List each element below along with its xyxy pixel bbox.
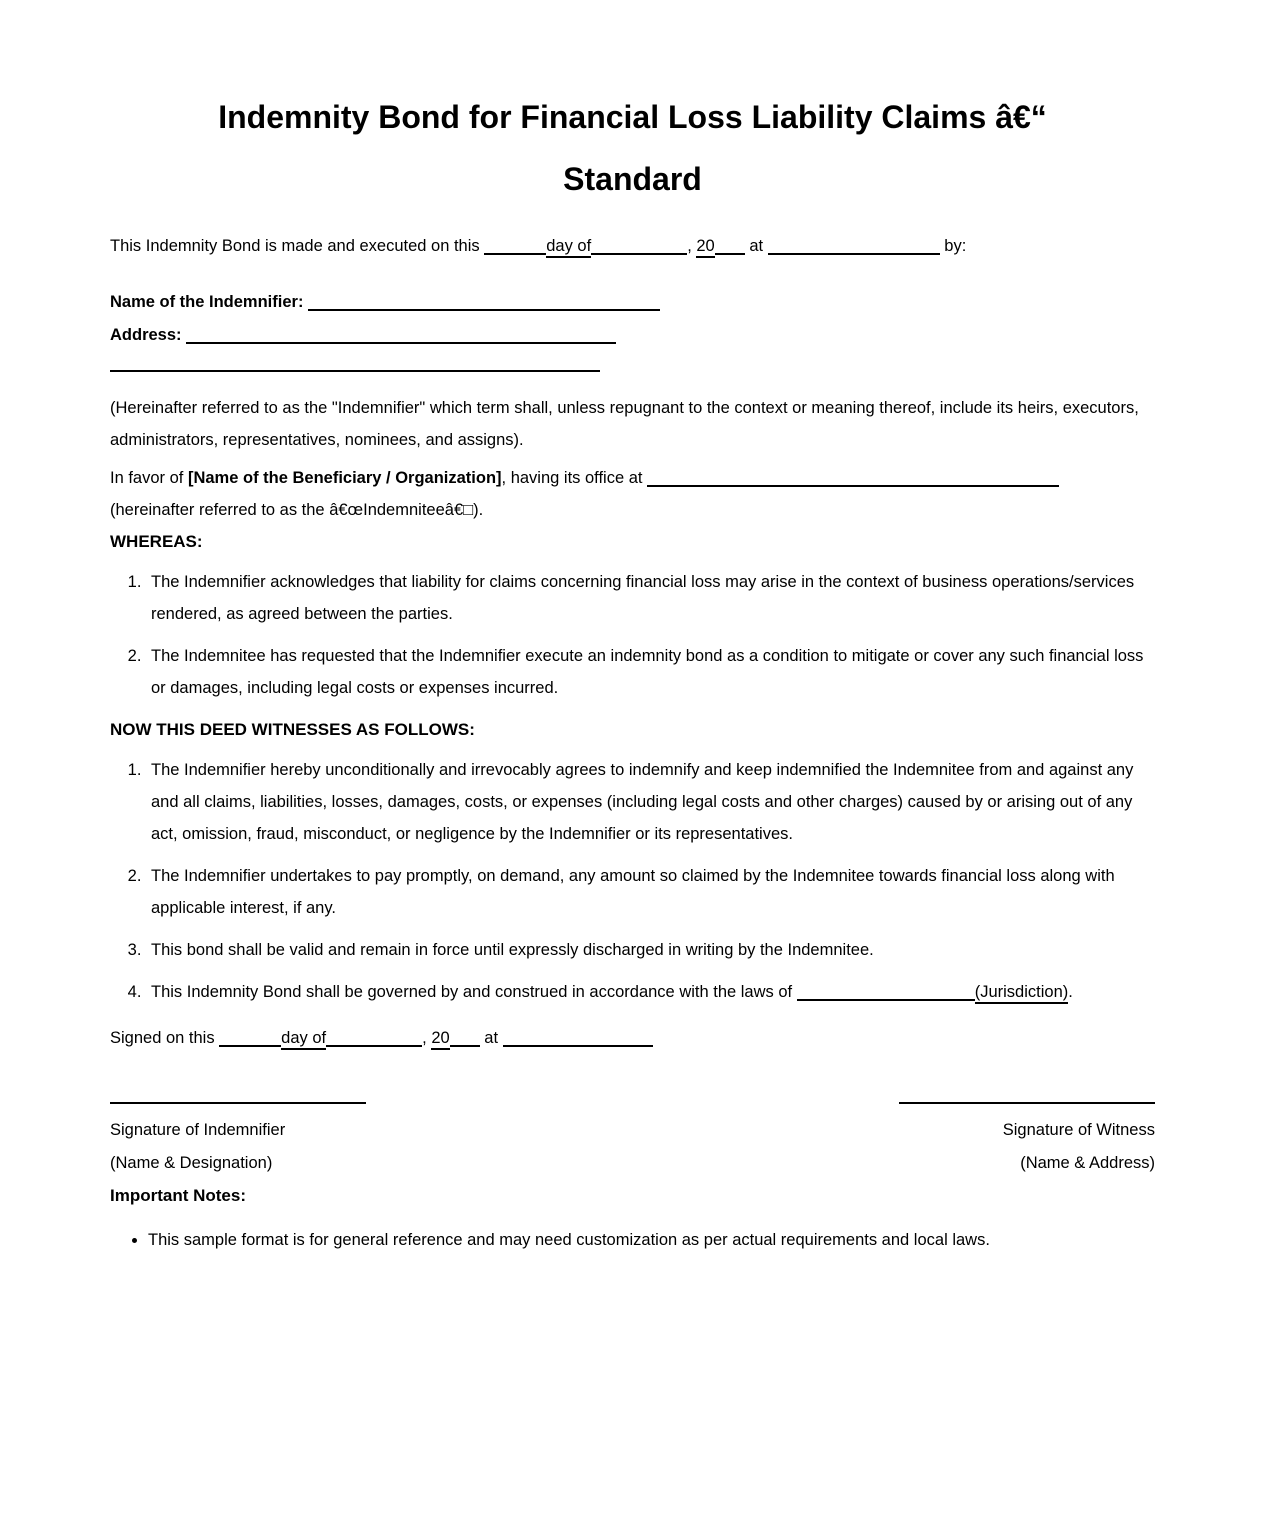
witness-signature-subtitle: (Name & Address) <box>1020 1154 1155 1172</box>
whereas-list <box>110 566 1155 704</box>
indemnifier-signature-column <box>110 1102 410 1180</box>
jurisdiction-label: (Jurisdiction) <box>975 983 1069 1004</box>
whereas-item-1: 1. The Indemnifier acknowledges that liability for claims concerning financial loss may arise in the context of business operations/services rendered, as agreed between the parties. <box>146 566 1155 630</box>
indemnifier-signature-title: Signature of Indemnifier <box>110 1121 286 1139</box>
deed-heading: NOW THIS DEED WITNESSES AS FOLLOWS: <box>110 720 475 739</box>
blank-execution-place <box>768 236 940 255</box>
intro-paragraph <box>110 230 1155 262</box>
hereinafter-clause: (Hereinafter referred to as the "Indemnifier" which term shall, unless repugnant to the context or meaning thereof, include its heirs, executors, administrators, representatives, nominees, and assigns). <box>110 399 1139 449</box>
signed-day-of-text: day of <box>281 1029 326 1050</box>
deed-item-4 <box>146 976 1155 1008</box>
beneficiary-placeholder: [Name of the Beneficiary / Organization] <box>187 469 502 487</box>
page-title-line-1: Indemnity Bond for Financial Loss Liability Claims â€“ <box>218 99 1047 135</box>
whereas-heading: WHEREAS: <box>110 532 203 551</box>
indemnifier-signature-subtitle: (Name & Designation) <box>110 1154 273 1172</box>
indemnifier-signature-line <box>110 1102 366 1104</box>
deed-list <box>110 754 1155 1008</box>
blank-execution-day <box>484 236 546 255</box>
in-favor-lead-text: In favor of <box>110 469 184 487</box>
deed-item-1: 1. The Indemnifier hereby unconditionally and irrevocably agrees to indemnify and keep indemnified the Indemnitee from and against any and all claims, liabilities, losses, damages, costs, or expenses (including legal costs and other charges) caused by or arising out of any act, omission, fraud, misconduct, or negligence by the Indemnifier or its representatives. <box>146 754 1155 850</box>
page-title <box>110 86 1155 210</box>
signed-at-text: at <box>484 1029 499 1047</box>
signed-lead-text: Signed on this <box>110 1029 215 1047</box>
blank-signed-month <box>326 1028 422 1047</box>
whereas-item-2: 2. The Indemnitee has requested that the Indemnifier execute an indemnity bond as a condition to mitigate or cover any such financial loss or damages, including legal costs or expenses incurred. <box>146 640 1155 704</box>
intro-by-text: by: <box>944 237 967 255</box>
page-title-line-2: Standard <box>563 161 702 197</box>
intro-at-text: at <box>749 237 764 255</box>
jurisdiction-period: . <box>1068 983 1073 1001</box>
intro-comma: , <box>687 237 692 255</box>
signed-year-prefix: 20 <box>431 1029 449 1050</box>
day-of-text: day of <box>546 237 591 258</box>
important-notes-list <box>110 1224 1155 1256</box>
address-field-label: Address: <box>110 326 182 344</box>
witness-signature-title: Signature of Witness <box>1002 1121 1155 1139</box>
blank-execution-year <box>715 236 745 255</box>
witness-signature-column <box>855 1102 1155 1180</box>
important-notes-heading: Important Notes: <box>110 1186 246 1205</box>
name-field-label: Name of the Indemnifier: <box>110 293 304 311</box>
signed-line <box>110 1022 1155 1054</box>
intro-lead-text: This Indemnity Bond is made and executed on this <box>110 237 480 255</box>
important-note-item: • This sample format is for general reference and may need customization as per actual requirements and local laws. <box>148 1224 1155 1256</box>
witness-signature-line <box>899 1102 1155 1104</box>
blank-indemnifier-address <box>186 325 616 344</box>
indemnifier-fields <box>110 286 1155 352</box>
deed-item-3: 3. This bond shall be valid and remain in force until expressly discharged in writing by the Indemnitee. <box>146 934 1155 966</box>
blank-signed-place <box>503 1028 653 1047</box>
blank-jurisdiction <box>797 982 975 1001</box>
indemnitee-clause: (hereinafter referred to as the â€œIndemniteeâ€□). <box>110 501 484 519</box>
blank-indemnifier-address-line-2 <box>110 370 600 372</box>
signature-block <box>110 1102 1155 1180</box>
address-field-row <box>110 319 1155 352</box>
governing-law-text: This Indemnity Bond shall be governed by and construed in accordance with the laws of <box>151 983 793 1001</box>
blank-execution-month <box>591 236 687 255</box>
blank-office-address <box>647 468 1059 487</box>
deed-item-2: 2. The Indemnifier undertakes to pay promptly, on demand, any amount so claimed by the Indemnitee towards financial loss along with applicable interest, if any. <box>146 860 1155 924</box>
blank-signed-day <box>219 1028 281 1047</box>
blank-signed-year <box>450 1028 480 1047</box>
office-text: , having its office at <box>501 469 643 487</box>
name-field-row <box>110 286 1155 319</box>
in-favor-paragraph <box>110 462 1155 526</box>
blank-indemnifier-name <box>308 292 660 311</box>
year-prefix-text: 20 <box>696 237 714 258</box>
signed-comma: , <box>422 1029 427 1047</box>
